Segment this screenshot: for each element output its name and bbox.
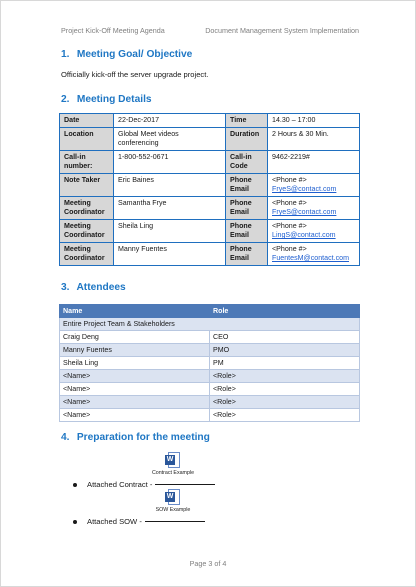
detail-contact xyxy=(268,243,360,266)
contract-attachment-caption: Contract Example xyxy=(151,470,195,476)
attendees-col-name: Name xyxy=(60,305,210,318)
section-1-title: Meeting Goal/ Objective xyxy=(76,49,193,60)
detail-contact-primary: <Phone #> xyxy=(272,222,307,230)
attendee-name: <Name> xyxy=(60,409,210,422)
attachment-underline xyxy=(145,521,205,522)
detail-label: Location xyxy=(60,128,114,151)
detail-value: Eric Baines xyxy=(114,174,226,197)
attendees-group-row xyxy=(60,318,360,331)
attendee-name: <Name> xyxy=(60,396,210,409)
section-3-number: 3. xyxy=(61,282,70,293)
attachment-item-sow xyxy=(73,517,205,526)
attachment-item-contract xyxy=(73,480,215,489)
attendee-role: PM xyxy=(210,357,360,370)
detail-contact xyxy=(268,151,360,174)
word-document-icon: W xyxy=(165,452,181,468)
detail-value: Samantha Frye xyxy=(114,197,226,220)
attendee-name: Craig Deng xyxy=(60,331,210,344)
attendee-row xyxy=(60,409,360,422)
attendee-role: <Role> xyxy=(210,383,360,396)
detail-contact-primary: <Phone #> xyxy=(272,199,307,207)
email-link[interactable]: FuentesM@contact.com xyxy=(272,254,349,262)
attendee-row xyxy=(60,383,360,396)
detail-label: Phone Email xyxy=(226,243,268,266)
sow-attachment-caption: SOW Example xyxy=(155,507,191,513)
detail-label: Meeting Coordinator xyxy=(60,197,114,220)
detail-value: 1-800-552-0671 xyxy=(114,151,226,174)
contract-attachment[interactable] xyxy=(137,452,209,476)
attendee-name: Sheila Ling xyxy=(60,357,210,370)
meeting-details-body xyxy=(60,114,360,266)
attendee-role: <Role> xyxy=(210,409,360,422)
email-link[interactable]: LingS@contact.com xyxy=(272,231,336,239)
detail-label: Note Taker xyxy=(60,174,114,197)
attachment-label-sow: Attached SOW - xyxy=(87,517,142,526)
detail-value: Manny Fuentes xyxy=(114,243,226,266)
attendee-role: <Role> xyxy=(210,396,360,409)
meeting-details-table xyxy=(59,113,360,266)
section-1-number: 1. xyxy=(61,49,70,60)
section-2-title: Meeting Details xyxy=(76,94,152,105)
attendee-role: <Role> xyxy=(210,370,360,383)
header-project-name: Document Management System Implementation xyxy=(205,26,359,35)
attendee-row xyxy=(60,370,360,383)
email-link[interactable]: FryeS@contact.com xyxy=(272,208,337,216)
attendee-name: <Name> xyxy=(60,383,210,396)
attendee-name: <Name> xyxy=(60,370,210,383)
email-link[interactable]: FryeS@contact.com xyxy=(272,185,337,193)
detail-label: Call-in Code xyxy=(226,151,268,174)
detail-contact-primary: 2 Hours & 30 Min. xyxy=(272,130,329,138)
header-doc-title: Project Kick-Off Meeting Agenda xyxy=(61,26,165,35)
attendee-row xyxy=(60,357,360,370)
meeting-details-row xyxy=(60,243,360,266)
page-footer: Page 3 of 4 xyxy=(189,559,227,568)
section-2-number: 2. xyxy=(61,94,70,105)
attendees-col-role: Role xyxy=(210,305,360,318)
attendee-name: Manny Fuentes xyxy=(60,344,210,357)
attendee-role: PMO xyxy=(210,344,360,357)
detail-contact xyxy=(268,174,360,197)
meeting-details-row xyxy=(60,174,360,197)
meeting-details-row xyxy=(60,220,360,243)
section-1-heading xyxy=(61,49,192,60)
detail-label: Phone Email xyxy=(226,220,268,243)
meeting-objective-text: Officially kick-off the server upgrade project. xyxy=(61,70,209,79)
sow-attachment[interactable] xyxy=(137,489,209,513)
detail-label: Phone Email xyxy=(226,174,268,197)
meeting-details-row xyxy=(60,197,360,220)
detail-contact-primary: <Phone #> xyxy=(272,245,307,253)
attendee-row xyxy=(60,331,360,344)
word-document-icon: W xyxy=(165,489,181,505)
page-header xyxy=(61,26,359,35)
section-2-heading xyxy=(61,94,152,105)
detail-value: 22-Dec-2017 xyxy=(114,114,226,128)
bullet-icon xyxy=(73,483,77,487)
detail-contact-primary: 14.30 – 17:00 xyxy=(272,116,316,124)
section-4-number: 4. xyxy=(61,432,70,443)
detail-value: Sheila Ling xyxy=(114,220,226,243)
attachment-label-contract: Attached Contract - xyxy=(87,480,153,489)
attendees-header-row xyxy=(60,305,360,318)
detail-label: Time xyxy=(226,114,268,128)
section-3-title: Attendees xyxy=(76,282,126,293)
detail-label: Duration xyxy=(226,128,268,151)
detail-label: Phone Email xyxy=(226,197,268,220)
detail-label: Meeting Coordinator xyxy=(60,243,114,266)
detail-contact xyxy=(268,128,360,151)
attachment-underline xyxy=(155,484,215,485)
section-3-heading xyxy=(61,282,126,293)
meeting-details-row xyxy=(60,114,360,128)
attendee-row xyxy=(60,396,360,409)
detail-contact xyxy=(268,114,360,128)
meeting-details-row xyxy=(60,151,360,174)
attendee-role: CEO xyxy=(210,331,360,344)
detail-value: Global Meet videos conferencing xyxy=(114,128,226,151)
meeting-details-row xyxy=(60,128,360,151)
detail-contact xyxy=(268,220,360,243)
detail-contact xyxy=(268,197,360,220)
section-4-title: Preparation for the meeting xyxy=(76,432,210,443)
attendees-body xyxy=(60,318,360,422)
bullet-icon xyxy=(73,520,77,524)
detail-label: Call-in number: xyxy=(60,151,114,174)
detail-label: Date xyxy=(60,114,114,128)
attendee-row xyxy=(60,344,360,357)
detail-label: Meeting Coordinator xyxy=(60,220,114,243)
attendees-group-label: Entire Project Team & Stakeholders xyxy=(60,318,360,331)
detail-contact-primary: <Phone #> xyxy=(272,176,307,184)
section-4-heading xyxy=(61,432,210,443)
attendees-table xyxy=(59,304,360,422)
detail-contact-primary: 9462-2219# xyxy=(272,153,310,161)
